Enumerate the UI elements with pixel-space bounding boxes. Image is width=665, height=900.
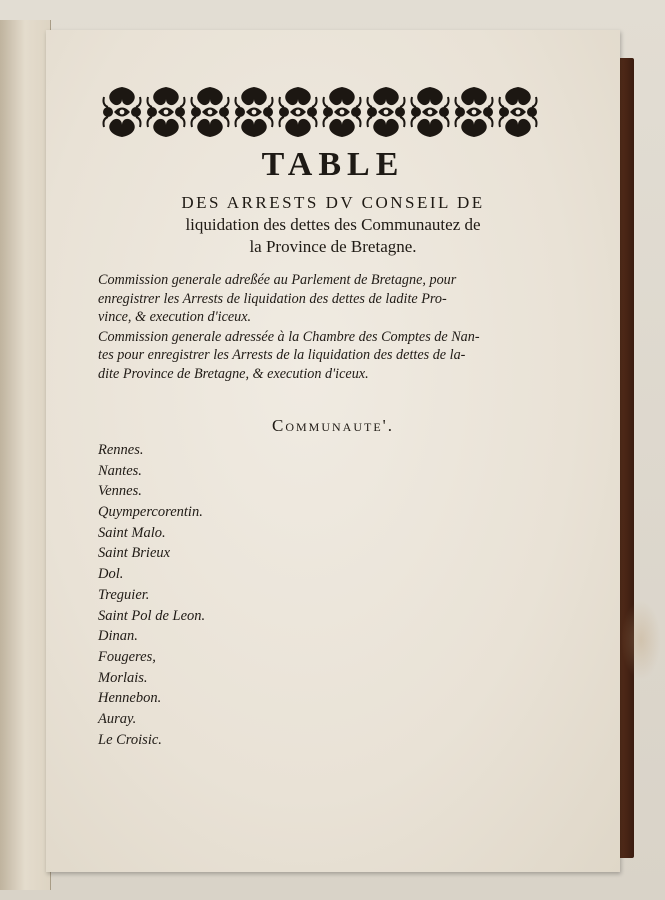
subtitle-line-2: liquidation des dettes des Communautez de [185, 215, 481, 234]
commission-parlement [98, 271, 548, 327]
town-item: Auray. [98, 710, 137, 727]
commission-line: dite Province de Bretagne, & execution d'iceux. [98, 365, 369, 382]
town-item: Dol. [98, 566, 124, 583]
town-item: Hennebon. [98, 690, 162, 707]
foxing-stain [621, 600, 661, 680]
section-heading: Communaute'. [272, 416, 394, 435]
town-item: Dinan. [98, 628, 138, 645]
town-item: Morlais. [98, 669, 148, 686]
commission-entries [98, 271, 548, 385]
commission-line: vince, & execution d'iceux. [98, 309, 252, 326]
subtitle-line-3: la Province de Bretagne. [249, 237, 417, 256]
town-item: Quympercorentin. [98, 504, 203, 521]
town-item: Saint Pol de Leon. [98, 607, 206, 624]
town-item: Rennes. [98, 442, 144, 458]
commission-line: tes pour enregistrer les Arrests de la liquidation des dettes de la- [98, 347, 466, 364]
subtitle-line-1: DES ARRESTS DV CONSEIL DE [181, 193, 485, 212]
fleuron-ornament-band [100, 83, 540, 141]
town-item: Nantes. [98, 462, 142, 479]
commission-line: enregistrer les Arrests de liquidation des dettes de ladite Pro- [98, 290, 447, 307]
page-subtitle [46, 192, 620, 258]
commission-line: Commission generale adreßée au Parlement de Bretagne, pour [98, 272, 457, 288]
commission-line: Commission generale adressée à la Chambre des Comptes de Nan- [98, 328, 480, 345]
town-item: Le Croisic. [98, 731, 162, 748]
page-title: TABLE [261, 146, 405, 183]
facing-page-edge [0, 20, 51, 890]
town-item: Saint Malo. [98, 524, 166, 541]
town-item: Treguier. [98, 586, 150, 603]
town-item: Vennes. [98, 483, 142, 500]
commission-chambre-des-comptes [98, 328, 548, 384]
town-list [98, 440, 298, 750]
town-item: Fougeres, [98, 648, 156, 665]
town-item: Saint Brieux [98, 545, 171, 562]
